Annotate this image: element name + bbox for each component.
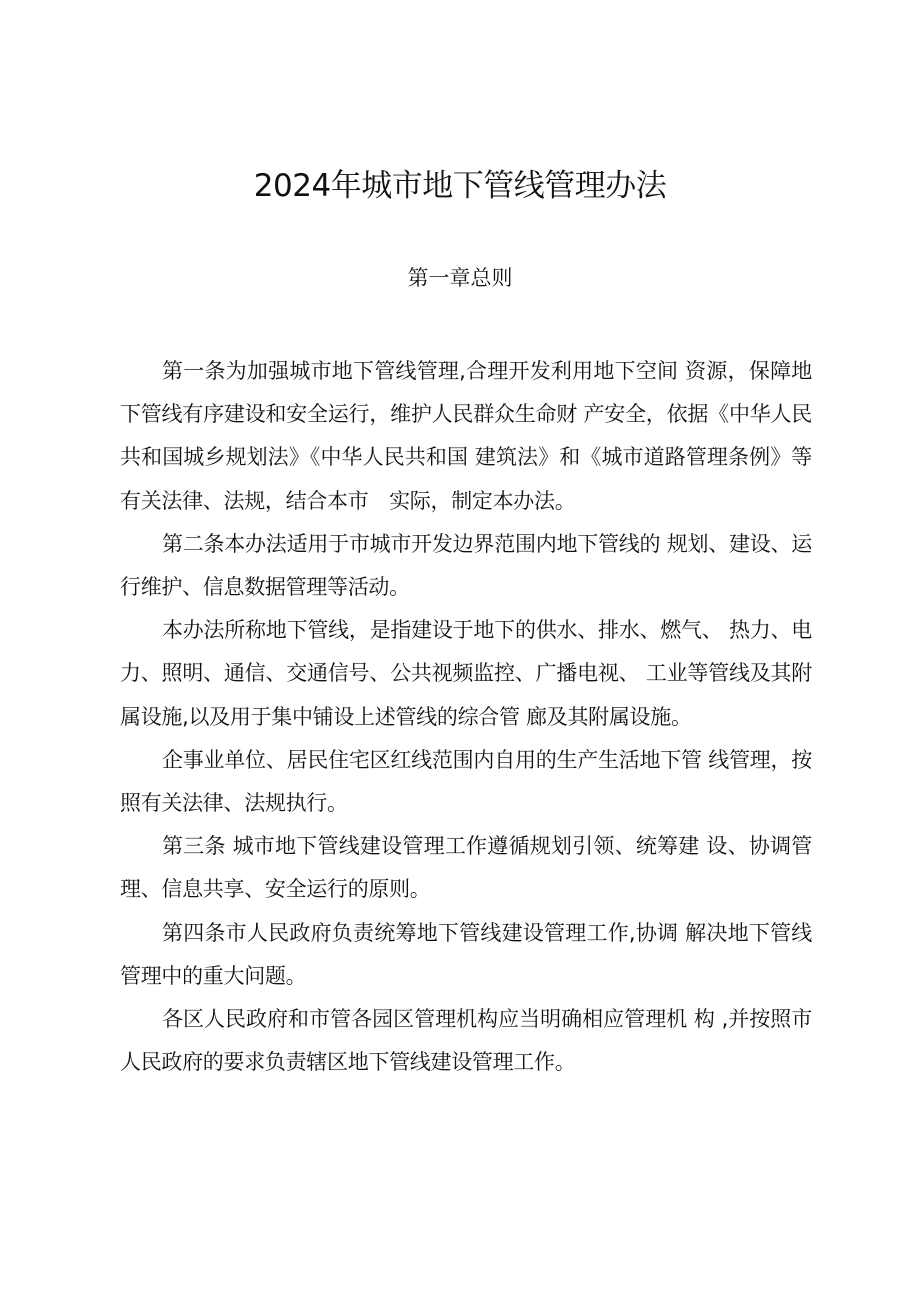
document-title: 2024年城市地下管线管理办法 [253, 168, 667, 204]
article-2-paragraph: 第二条本办法适用于市城市开发边界范围内地下管线的 规划、建设、运行维护、信息数据管理等活动。 [120, 531, 812, 600]
chapter-heading: 第一章总则 [407, 266, 513, 290]
article-4-paragraph: 第四条市人民政府负责统筹地下管线建设管理工作,协调 解决地下管线管理中的重大问题。 [120, 920, 812, 988]
pipeline-definition-paragraph: 本办法所称地下管线，是指建设于地下的供水、排水、燃气、 热力、电力、照明、通信、交通信号、公共视频监控、广播电视、 工业等管线及其附属设施,以及用于集中铺设上述管线的综合管 廊及其附属设施。 [120, 618, 812, 729]
document-body [120, 350, 812, 1084]
article-3-paragraph: 第三条 城市地下管线建设管理工作遵循规划引领、统筹建 设、协调管理、信息共享、安全运行的原则。 [120, 834, 812, 902]
district-government-paragraph: 各区人民政府和市管各园区管理机构应当明确相应管理机 构 ,并按照市人民政府的要求负责辖区地下管线建设管理工作。 [120, 1007, 812, 1075]
article-1-paragraph: 第一条为加强城市地下管线管理,合理开发利用地下空间 资源，保障地下管线有序建设和安全运行，维护人民群众生命财 产安全，依据《中华人民共和国城乡规划法》《中华人民共和国 建筑法》和《城市道路管理条例》等有关法律、法规，结合本市 实际，制定本办法。 [120, 359, 812, 513]
enterprise-pipeline-paragraph: 企事业单位、居民住宅区红线范围内自用的生产生活地下管 线管理，按照有关法律、法规执行。 [120, 747, 812, 816]
